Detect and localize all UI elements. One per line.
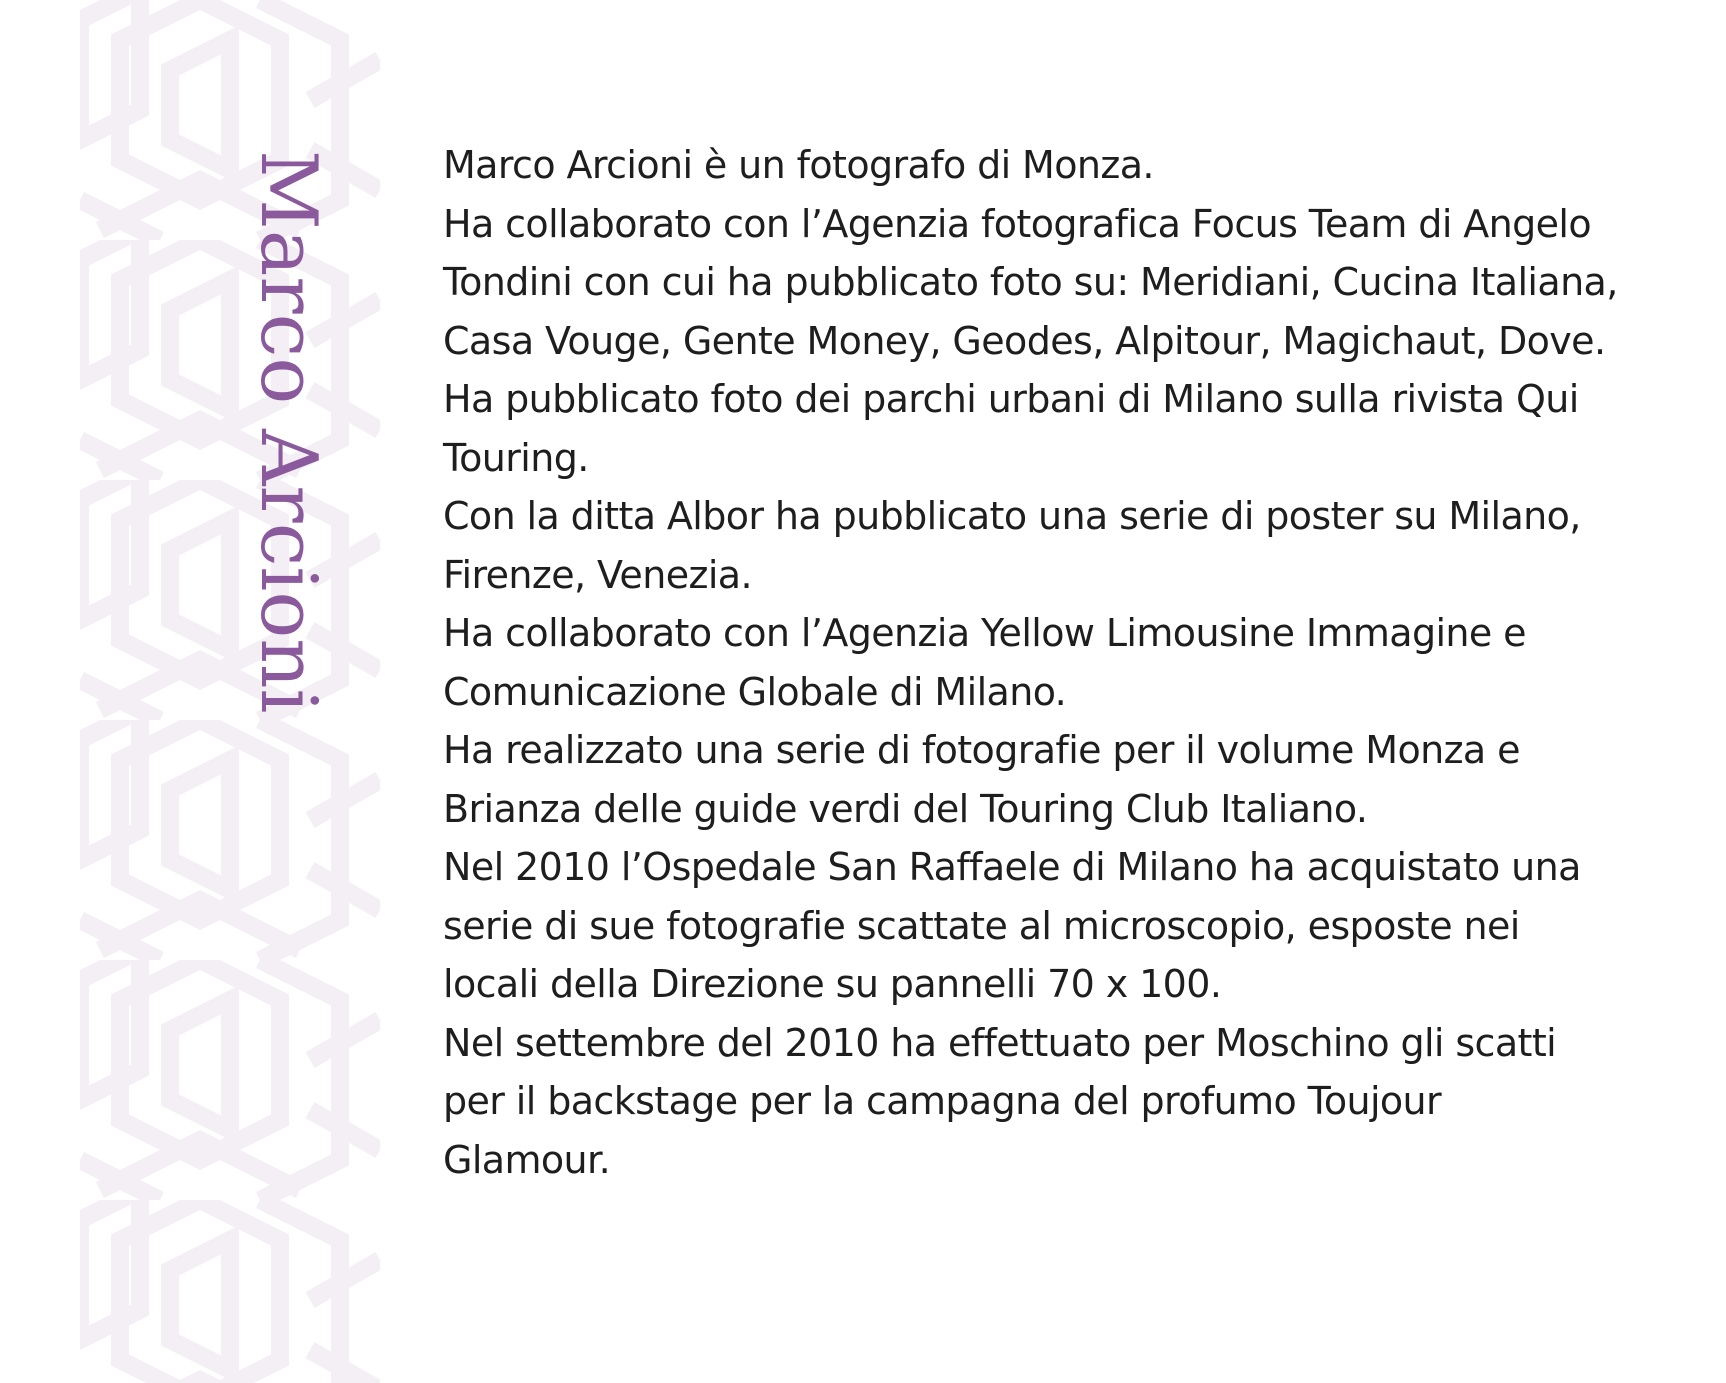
bio-line: Nel settembre del 2010 ha effettuato per Moschino gli scatti [443, 1020, 1557, 1065]
bio-line: Ha collaborato con l’Agenzia Yellow Limousine Immagine e [443, 611, 1526, 655]
bio-line: serie di sue fotografie scattate al microscopio, esposte nei [443, 903, 1520, 948]
bio-line: Comunicazione Globale di Milano. [443, 669, 1067, 714]
bio-line: Tondini con cui ha pubblicato foto su: Meridiani, Cucina Italiana, [443, 260, 1618, 304]
bio-line: Ha pubblicato foto dei parchi urbani di Milano sulla rivista Qui [443, 377, 1579, 421]
bio-line: per il backstage per la campagna del profumo Toujour [443, 1079, 1442, 1123]
bio-line: locali della Direzione su pannelli 70 x 100. [443, 962, 1222, 1006]
bio-line: Touring. [443, 435, 589, 480]
bio-line: Glamour. [443, 1137, 611, 1182]
bio-line: Ha collaborato con l’Agenzia fotografica Focus Team di Angelo [443, 201, 1592, 246]
bio-line: Firenze, Venezia. [443, 552, 752, 597]
bio-line: Casa Vouge, Gente Money, Geodes, Alpitour, Magichaut, Dove. [443, 318, 1606, 363]
bio-line: Ha realizzato una serie di fotografie per il volume Monza e [443, 728, 1520, 772]
bio-line: Brianza delle guide verdi del Touring Club Italiano. [443, 786, 1368, 831]
biography-text [443, 136, 1693, 1189]
decorative-pattern [80, 0, 380, 1383]
vertical-title: Marco Arcioni [243, 150, 333, 714]
bio-line: Nel 2010 l’Ospedale San Raffaele di Milano ha acquistato una [443, 845, 1581, 889]
bio-line: Marco Arcioni è un fotografo di Monza. [443, 143, 1154, 187]
bio-line: Con la ditta Albor ha pubblicato una serie di poster su Milano, [443, 494, 1581, 538]
